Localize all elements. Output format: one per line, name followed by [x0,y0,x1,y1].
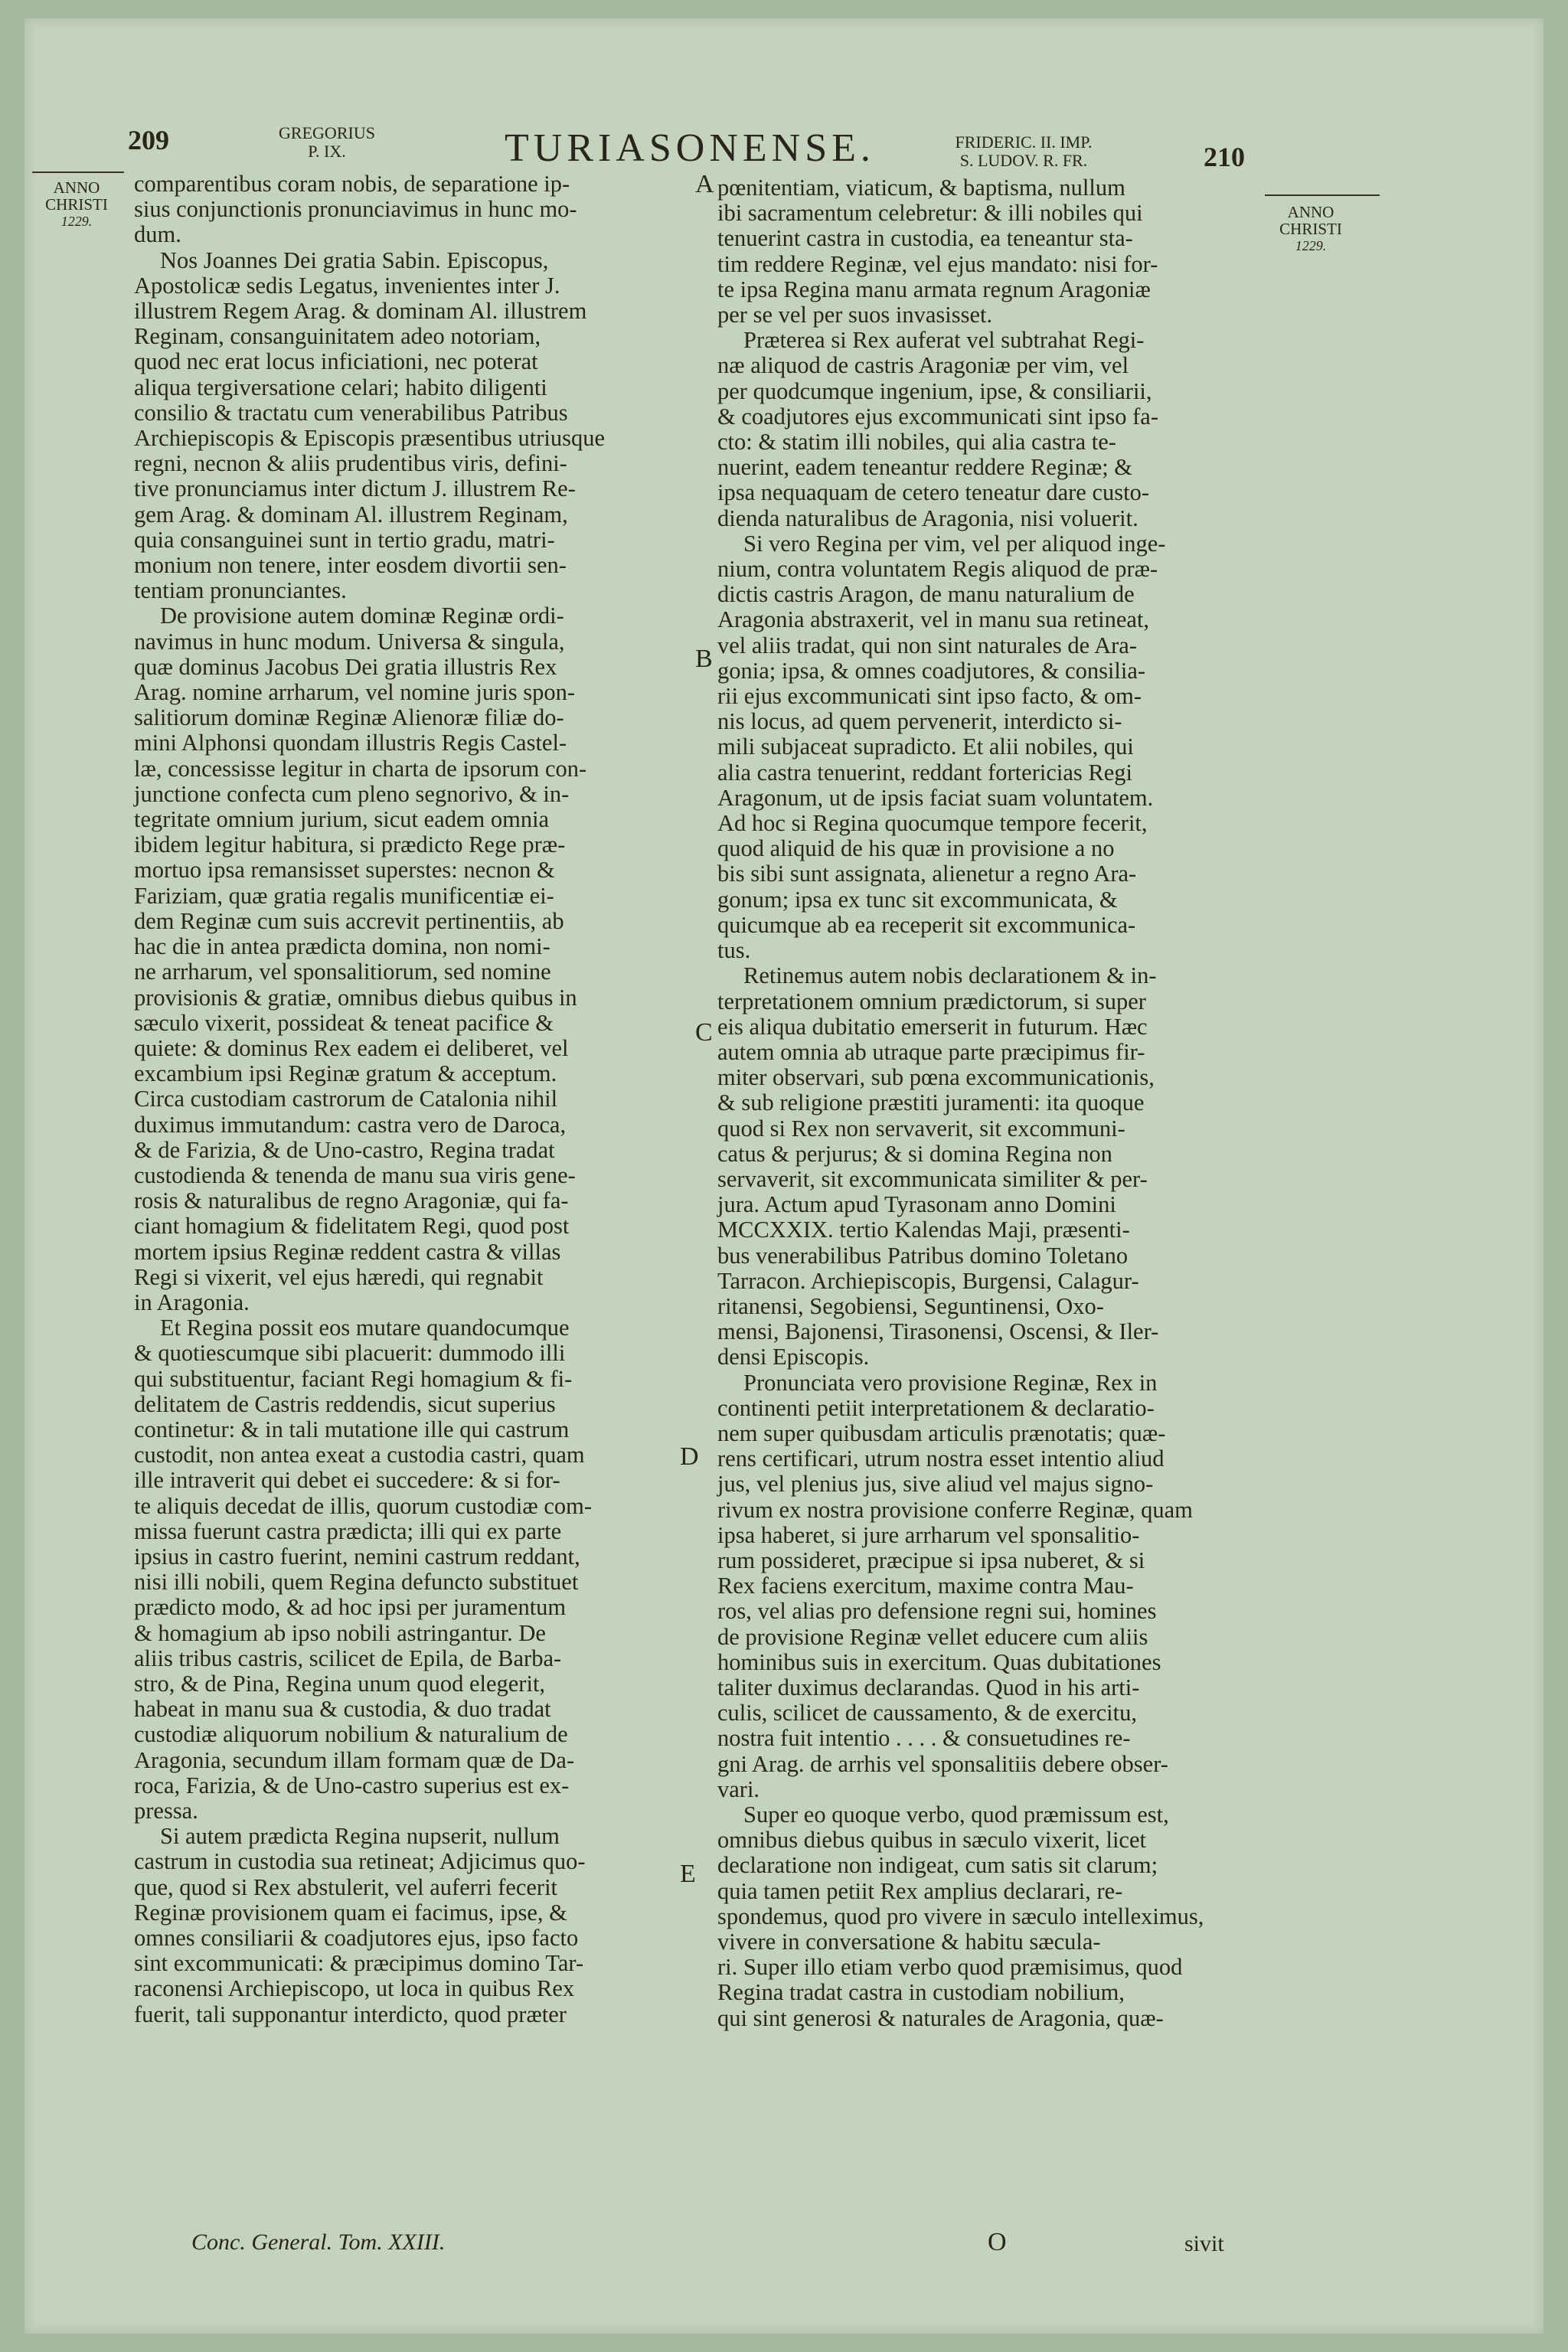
header-rulers [936,133,1112,170]
page-number-right: 210 [1204,142,1245,172]
header-emperor: FRIDERIC. II. IMP. [955,132,1093,152]
margin-christi-right: CHRISTI [1279,220,1342,238]
paragraph: pœnitentiam, viaticum, & baptisma, nullum ibi sacramentum celebretur: & illi nobiles qui tenuerint castra in custodia, ea teneantur sta- tim reddere Reginæ, vel ejus mandato: nisi for- te ipsa Regina manu armata regnum Aragoniæ per se vel per suos invasisset. [717,175,1158,328]
margin-year-right: 1229. [1295,238,1327,253]
page-title: TURIASONENSE. [505,126,875,170]
margin-rule-right [1265,194,1380,196]
section-letter-c: C [695,1018,713,1047]
footer-catchword: sivit [1184,2231,1224,2256]
section-letter-e: E [680,1860,696,1888]
right-column [717,175,1261,2031]
section-letter-d: D [680,1442,699,1471]
margin-anno-right: ANNO [1287,203,1334,221]
paragraph: Nos Joannes Dei gratia Sabin. Episcopus, Apostolicæ sedis Legatus, invenientes inter J. illustrem Regem Arag. & dominam Al. illustrem Reginam, consanguinitatem adeo notoriam, quod nec erat locus inficiationi, nec poterat aliqua tergiversatione celari; habito diligenti consilio & tractatu cum venerabilibus Patribus Archiepiscopis & Episcopis præsentibus utriusque regni, necnon & aliis prudentibus viris, defini- tive pronunciamus inter dictum J. illustrem Re- gem Arag. & dominam Al. illustrem Reginam, quia consanguinei sunt in tertio gradu, matri- monium non tenere, inter eosdem divortii sen- tentiam pronunciantes. [134,247,606,604]
footer-signature-line: Conc. General. Tom. XXIII. [191,2230,446,2255]
left-column [134,172,691,2027]
paragraph: De provisione autem dominæ Reginæ ordi- navimus in hunc modum. Universa & singula, quæ dominus Jacobus Dei gratia illustris Rex Arag. nomine arrharum, vel nomine juris spon- salitiorum dominæ Reginæ Alienoræ filiæ do- mini Alphonsi quondam illustris Regis Castel- læ, concessisse legitur in charta de ipsorum con- junctione confecta cum pleno segnorivo, & in- tegritate omnium jurium, sicut eadem omnia ibidem legitur habitura, si prædicto Rege præ- mortuo ipsa remansisset superstes: necnon & Fariziam, quæ gratia regalis munificentiæ ei- dem Reginæ cum suis accrevit pertinentiis, ab hac die in antea prædicta domina, non nomi- ne arrharum, vel sponsalitiorum, sed nomine provisionis & gratiæ, omnibus diebus quibus in sæculo vixerit, possideat & teneat pacifice & quiete: & dominus Rex eadem ei deliberet, vel excambium ipsi Reginæ gratum & acceptum. Circa custodiam castrorum de Catalonia nihil duximus immutandum: castra vero de Daroca, & de Farizia, & de Uno-castro, Regina tradat custodienda & tenenda de manu sua viris gene- rosis & naturalibus de regno Aragoniæ, qui fa- ciant homagium & fidelitatem Regi, quod post mortem ipsius Reginæ reddent castra & villas Regi si vixerit, vel ejus hæredi, qui regnabit in Aragonia. [134,603,587,1315]
paragraph: Si autem prædicta Regina nupserit, nullum castrum in custodia sua retineat; Adjicimus quo- que, quod si Rex abstulerit, vel auferri fecerit Reginæ provisionem quam ei facimus, ipse, & omnes consiliarii & coadjutores ejus, ipso facto sint excommunicati: & præcipimus domino Tar- raconensi Archiepiscopo, ut loca in quibus Rex fuerit, tali supponantur interdicto, quod præter [134,1823,586,2027]
margin-anno-left: ANNO [53,178,100,197]
header-pope-number: P. IX. [308,142,346,161]
section-letter-b: B [695,645,713,673]
paragraph: Retinemus autem nobis declarationem & in- terpretationem omnium prædictorum, si super eis aliqua dubitatio emerserit in futurum. Hæc autem omnia ab utraque parte præcipimus fir- miter observari, sub pœna excommunicationis, & sub religione præstiti juramenti: ita quoque quod si Rex non servaverit, sit excommuni- catus & perjurus; & si domina Regina non servaverit, sit excommunicata similiter & per- jura. Actum apud Tyrasonam anno Domini MCCXXIX. tertio Kalendas Maji, præsenti- bus venerabilibus Patribus domino Toletano Tarracon. Archiepiscopis, Burgensi, Calagur- ritanensi, Segobiensi, Seguntinensi, Oxo- mensi, Bajonensi, Tirasonensi, Oscensi, & Iler- densi Episcopis. [717,962,1159,1370]
margin-rule-left [32,172,124,173]
paragraph: Et Regina possit eos mutare quandocumque & quotiescumque sibi placuerit: dummodo illi qui substituentur, faciant Regi homagium & fi- delitatem de Castris reddendis, sicut superius continetur: & in tali mutatione ille qui castrum custodit, non antea exeat a custodia castri, quam ille intraverit qui debet ei succedere: & si for- te aliquis decedat de illis, quorum custodiæ com- missa fuerunt castra prædicta; illi qui ex parte ipsius in castro fuerint, nemini castrum reddant, nisi illi nobili, quem Regina defuncto substituet prædicto modo, & ad hoc ipsi per juramentum & homagium ab ipso nobili astringantur. De aliis tribus castris, scilicet de Epila, de Barba- stro, & de Pina, Regina unum quod elegerit, habeat in manu sua & custodia, & duo tradat custodiæ aliquorum nobilium & naturalium de Aragonia, secundum illam formam quæ de Da- roca, Farizia, & de Uno-castro superius est ex- pressa. [134,1315,593,1824]
footer-signature-mark: O [988,2228,1007,2256]
paragraph: comparentibus coram nobis, de separatione ip- sius conjunctionis pronunciavimus in hunc mo- dum. [134,171,577,248]
page [24,18,1544,2334]
paragraph: Super eo quoque verbo, quod præmissum est, omnibus diebus quibus in sæculo vixerit, licet declaratione non indigeat, cum satis sit clarum; quia tamen petiit Rex amplius declarari, re- spondemus, quod pro vivere in sæculo intelleximus, vivere in conversatione & habitu sæcula- ri. Super illo etiam verbo quod præmisimus, quod Regina tradat castra in custodiam nobilium, qui sint generosi & naturales de Aragonia, quæ- [717,1802,1204,2031]
margin-note-left [38,179,115,230]
paragraph: Pronunciata vero provisione Reginæ, Rex in continenti petiit interpretationem & declaratio- nem super quibusdam articulis prænotatis; quæ- rens certificari, utrum nostra esset intentio aliud jus, vel plenius jus, sive aliud vel majus signo- rivum ex nostra provisione conferre Reginæ, quam ipsa haberet, si jure arrharum vel sponsalitio- rum possideret, præcipue si ipsa nuberet, & si Rex faciens exercitum, maxime contra Mau- ros, vel alias pro defensione regni sui, homines de provisione Reginæ vellet educere cum aliis hominibus suis in exercitum. Quas dubitationes taliter duximus declarandas. Quod in his arti- culis, scilicet de caussamento, & de exercitu, nostra fuit intentio . . . . & consuetudines re- gni Arag. de arrhis vel sponsalitiis debere obser- vari. [717,1369,1193,1802]
page-number-left: 209 [128,125,169,155]
section-letter-a: A [695,170,714,198]
margin-year-left: 1229. [60,214,93,229]
paragraph: Si vero Regina per vim, vel per aliquod inge- nium, contra voluntatem Regis aliquod de præ- dictis castris Aragon, de manu naturalium de Aragonia abstraxerit, vel in manu sua retineat, vel aliis tradat, qui non sint naturales de Ara- gonia; ipsa, & omnes coadjutores, & consilia- rii ejus excommunicati sint ipso facto, & om- nis locus, ad quem pervenerit, interdicto si- mili subjaceat supradicto. Et alii nobiles, qui alia castra tenuerint, reddant fortericias Regi Aragonum, ut de ipsis faciat suam voluntatem. Ad hoc si Regina quocumque tempore fecerit, quod aliquid de his quæ in provisione a no bis sibi sunt assignata, alienetur a regno Ara- gonum; ipsa ex tunc sit excommunicata, & quicumque ab ea receperit sit excommunica- tus. [717,530,1166,964]
margin-christi-left: CHRISTI [45,195,108,214]
header-pope-name: GREGORIUS [279,123,375,142]
header-pope [270,124,384,161]
header-king: S. LUDOV. R. FR. [959,151,1088,170]
margin-note-right [1269,204,1353,254]
paragraph: Præterea si Rex auferat vel subtrahat Regi- næ aliquod de castris Aragoniæ per vim, vel per quodcumque ingenium, ipse, & consiliarii, & coadjutores ejus excommunicati sint ipso fa- cto: & statim illi nobiles, qui alia castra te- nuerint, eadem teneantur reddere Reginæ; & ipsa nequaquam de cetero teneatur dare custo- dienda naturalibus de Aragonia, nisi voluerit. [717,327,1158,531]
